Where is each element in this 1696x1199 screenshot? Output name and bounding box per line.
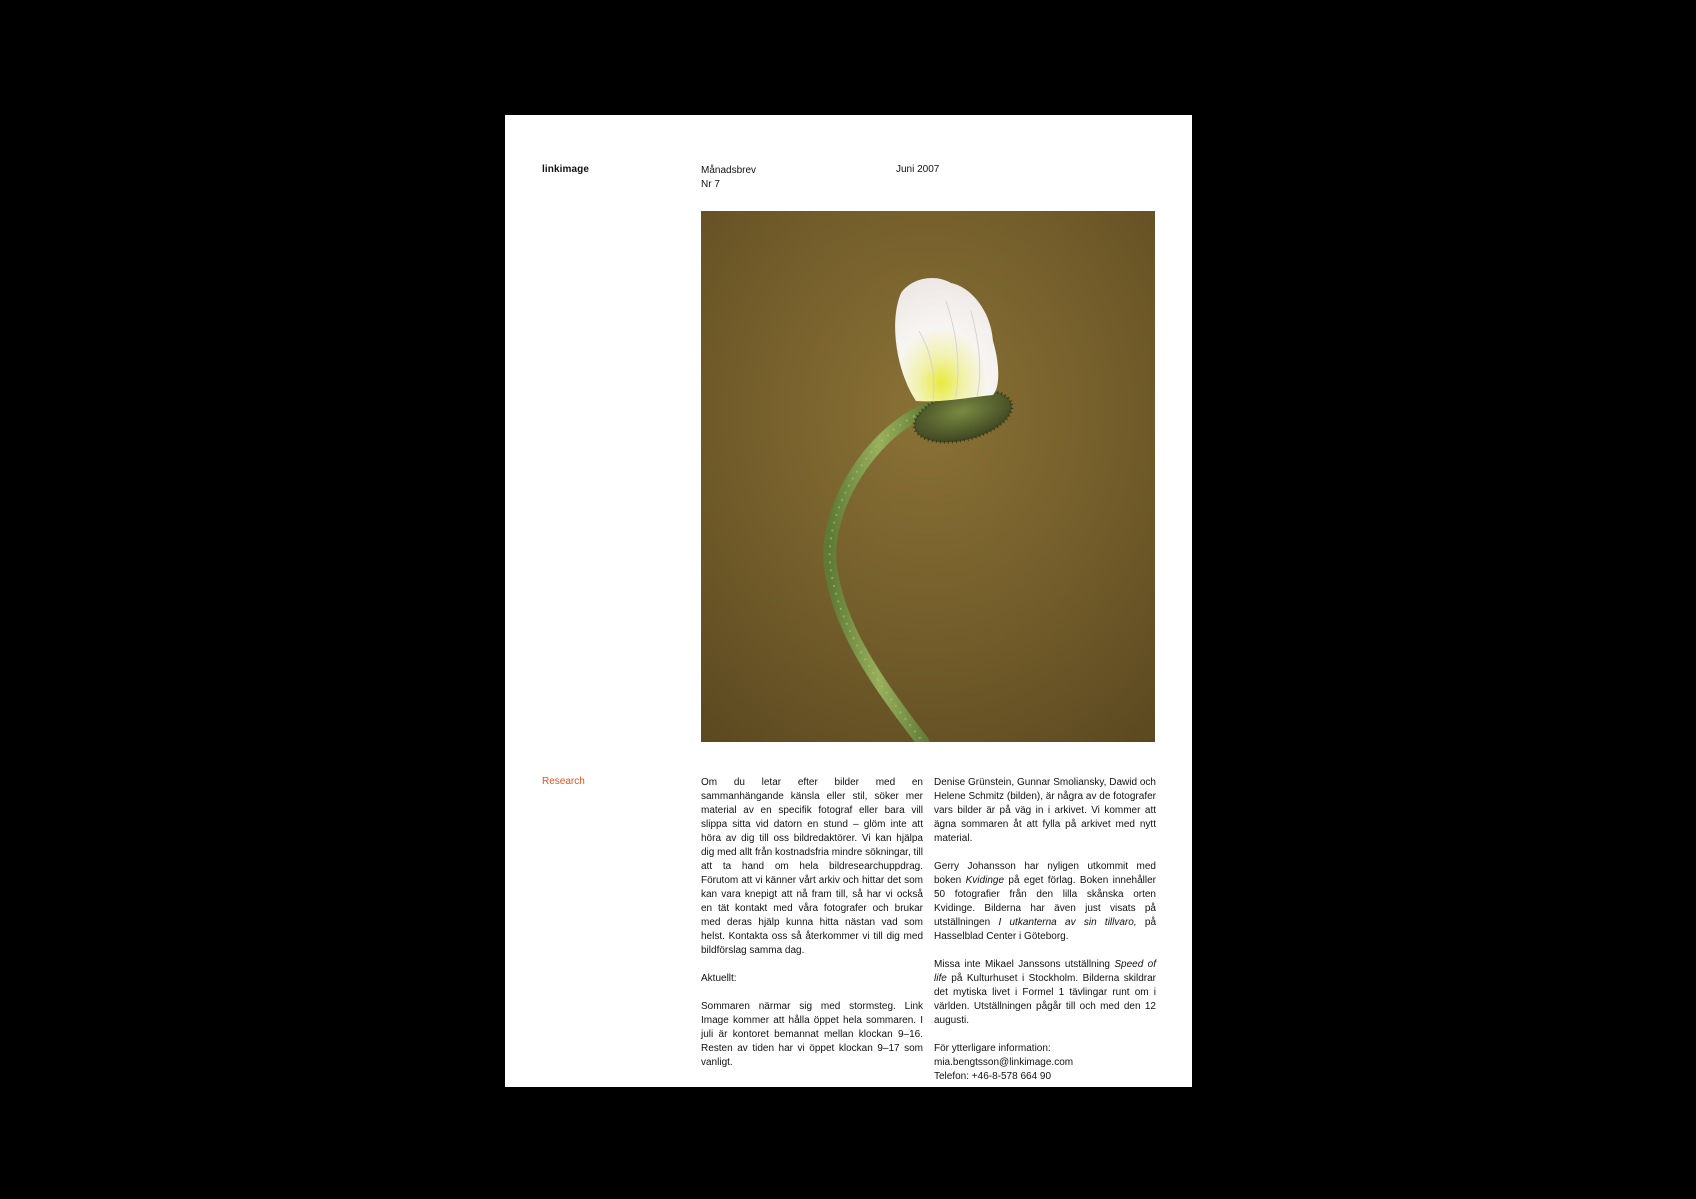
- exhibition-paragraph: [934, 958, 1156, 1028]
- brand-name: linkimage: [542, 164, 590, 175]
- section-label-research: Research: [542, 776, 585, 787]
- contact-block: [934, 1042, 1156, 1084]
- text-column-right: [934, 776, 1156, 1098]
- newsletter-page: [505, 115, 1192, 1087]
- exhibition-title: I utkanterna av sin tillvaro,: [998, 917, 1137, 928]
- book-text-1: Gerry Johansson har nyligen utkommit med boken: [934, 861, 1156, 886]
- expo-title: Speed of life: [934, 959, 1156, 984]
- issue-date: Juni 2007: [896, 164, 940, 175]
- expo-text-1: Missa inte Mikael Janssons utställning: [934, 959, 1115, 970]
- contact-phone: Telefon: +46-8-578 664 90: [934, 1071, 1052, 1082]
- book-title: Kvidinge: [965, 875, 1004, 886]
- book-paragraph: [934, 860, 1156, 944]
- feature-photo: [701, 211, 1155, 742]
- issue-info: [701, 164, 756, 192]
- issue-title: Månadsbrev: [701, 165, 757, 176]
- white-poppy-bud-icon: [701, 211, 1155, 742]
- intro-paragraph: Om du letar efter bilder med en sammanhängande känsla eller stil, söker mer material av en specifik fotograf eller bara vill slippa sitta vid datorn en stund – glöm inte att höra av dig till oss bildredaktörer. Vi kan hjälpa dig med allt från kostnadsfria mindre sökningar, till att ta hand om hela bildresearchuppdrag. Förutom att vi känner vårt arkiv och hittar det som kan vara knepigt att nå fram till, så har vi också en tät kontakt med våra fotografer och brukar med deras hjälp kunna hitta nästan vad som helst. Kontakta oss så återkommer vi till dig med bildförslag samma dag.: [701, 777, 923, 956]
- contact-email[interactable]: mia.bengtsson@linkimage.com: [934, 1057, 1074, 1068]
- contact-heading: För ytterligare information:: [934, 1043, 1051, 1054]
- photographers-paragraph: Denise Grünstein, Gunnar Smoliansky, Dawid och Helene Schmitz (bilden), är några av de fotografer vars bilder är på väg in i arkivet. Vi kommer att ägna sommaren åt att fylla på arkivet med nytt material.: [934, 777, 1156, 844]
- news-heading: Aktuellt:: [701, 973, 737, 984]
- book-text-3: på Hasselblad Center i Göteborg.: [934, 917, 1157, 942]
- book-text-2: på eget förlag. Boken innehåller 50 fotografier från den lilla skånska orten Kvidinge. Bilderna har även just visats på utställningen: [934, 875, 1156, 928]
- expo-text-2: på Kulturhuset i Stockholm. Bilderna skildrar det mytiska livet i Formel 1 tävlingar runt om i världen. Utställningen pågår till och med den 12 augusti.: [934, 973, 1156, 1026]
- text-column-left: [701, 776, 923, 1084]
- summer-paragraph: Sommaren närmar sig med stormsteg. Link Image kommer att hålla öppet hela sommaren. I juli är kontoret bemannat mellan klockan 9–16. Resten av tiden har vi öppet klockan 9–17 som vanligt.: [701, 1001, 923, 1068]
- issue-number: Nr 7: [701, 179, 720, 190]
